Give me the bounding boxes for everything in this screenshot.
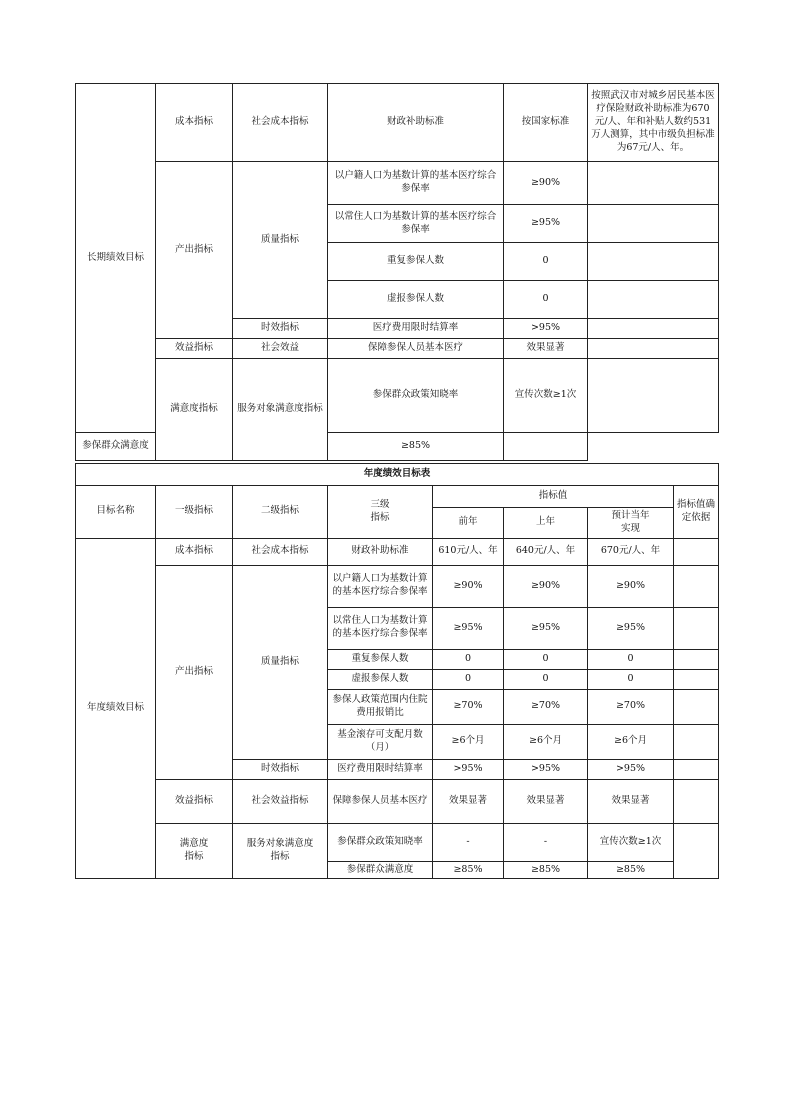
level3-cell: 参保群众政策知晓率 [328, 359, 504, 433]
level1-cell: 产出指标 [156, 162, 233, 339]
value-cell: 0 [504, 243, 588, 281]
level2-cell: 质量指标 [233, 162, 328, 319]
basis-cell [674, 649, 719, 669]
level2-cell: 时效指标 [233, 759, 328, 779]
level3-cell: 医疗费用限时结算率 [328, 319, 504, 339]
basis-cell [674, 759, 719, 779]
basis-cell [674, 565, 719, 607]
table-row [76, 779, 719, 823]
value-prev1: >95% [504, 759, 588, 779]
header-level3: 三级 指标 [328, 486, 433, 539]
level3-cell: 以户籍人口为基数计算的基本医疗综合参保率 [328, 162, 504, 205]
basis-cell [674, 538, 719, 565]
level2-cell: 质量指标 [233, 565, 328, 759]
value-prev2: 0 [433, 649, 504, 669]
basis-cell [674, 669, 719, 689]
header-level2: 二级指标 [233, 486, 328, 539]
value-current: 效果显著 [588, 779, 674, 823]
table-row [76, 339, 719, 359]
level3-cell: 虚报参保人数 [328, 281, 504, 319]
level3-cell: 财政补助标准 [328, 538, 433, 565]
basis-cell [588, 339, 719, 359]
value-prev2: - [433, 823, 504, 861]
value-current: >95% [588, 759, 674, 779]
level1-cell: 成本指标 [156, 538, 233, 565]
level2-cell: 服务对象满意度 指标 [233, 823, 328, 879]
value-current: 宣传次数≥1次 [588, 823, 674, 861]
level3-cell: 以常住人口为基数计算的基本医疗综合参保率 [328, 205, 504, 243]
value-prev2: 610元/人、年 [433, 538, 504, 565]
header-current: 预计当年 实现 [588, 508, 674, 539]
value-prev2: ≥85% [433, 861, 504, 879]
value-cell: ≥85% [328, 433, 504, 461]
basis-cell [588, 205, 719, 243]
level3-cell: 参保群众满意度 [76, 433, 156, 461]
value-current: 0 [588, 669, 674, 689]
level3-cell: 医疗费用限时结算率 [328, 759, 433, 779]
value-current: 670元/人、年 [588, 538, 674, 565]
table-row [76, 84, 719, 162]
value-cell: 0 [504, 281, 588, 319]
basis-cell [674, 689, 719, 724]
value-cell: ≥95% [504, 205, 588, 243]
level2-cell: 时效指标 [233, 319, 328, 339]
value-current: ≥85% [588, 861, 674, 879]
level1-cell: 成本指标 [156, 84, 233, 162]
value-prev1: 640元/人、年 [504, 538, 588, 565]
table-row [76, 359, 719, 433]
value-current: ≥95% [588, 607, 674, 649]
basis-cell: 按照武汉市对城乡居民基本医疗保险财政补助标准为670元/人、年和补贴人数约531万人测算，其中市级负担标准为67元/人、年。 [588, 84, 719, 162]
basis-cell [588, 281, 719, 319]
category-cell: 年度绩效目标 [76, 538, 156, 879]
table-row [76, 538, 719, 565]
level3-cell: 财政补助标准 [328, 84, 504, 162]
level3-cell: 参保群众政策知晓率 [328, 823, 433, 861]
header-prev1: 上年 [504, 508, 588, 539]
basis-cell [588, 359, 719, 433]
basis-cell [588, 319, 719, 339]
longterm-goal-table [75, 83, 719, 461]
value-cell: 效果显著 [504, 339, 588, 359]
section-title: 年度绩效目标表 [76, 464, 719, 486]
level1-cell: 满意度 指标 [156, 823, 233, 879]
level3-cell: 重复参保人数 [328, 243, 504, 281]
value-cell: 宣传次数≥1次 [504, 359, 588, 433]
level2-cell: 社会效益 [233, 339, 328, 359]
value-prev1: ≥95% [504, 607, 588, 649]
value-prev1: 0 [504, 669, 588, 689]
table-row [76, 162, 719, 205]
level3-cell: 重复参保人数 [328, 649, 433, 669]
basis-cell [674, 779, 719, 823]
level3-cell: 保障参保人员基本医疗 [328, 339, 504, 359]
value-current: 0 [588, 649, 674, 669]
value-prev1: ≥85% [504, 861, 588, 879]
value-prev2: 效果显著 [433, 779, 504, 823]
value-current: ≥6个月 [588, 724, 674, 759]
table-row [76, 464, 719, 486]
level3-cell: 以常住人口为基数计算的基本医疗综合参保率 [328, 607, 433, 649]
table-row [76, 823, 719, 861]
level1-cell: 满意度指标 [156, 359, 233, 461]
value-cell: >95% [504, 319, 588, 339]
value-prev2: ≥95% [433, 607, 504, 649]
level3-cell: 基金滚存可支配月数（月） [328, 724, 433, 759]
level3-cell: 虚报参保人数 [328, 669, 433, 689]
level2-cell: 社会效益指标 [233, 779, 328, 823]
level3-cell: 参保人政策范围内住院费用报销比 [328, 689, 433, 724]
value-prev1: ≥6个月 [504, 724, 588, 759]
value-prev1: 0 [504, 649, 588, 669]
header-value: 指标值 [433, 486, 674, 508]
level1-cell: 产出指标 [156, 565, 233, 779]
basis-cell [674, 823, 719, 879]
value-prev2: ≥6个月 [433, 724, 504, 759]
value-prev1: ≥90% [504, 565, 588, 607]
level2-cell: 社会成本指标 [233, 84, 328, 162]
value-prev1: - [504, 823, 588, 861]
level3-cell: 以户籍人口为基数计算的基本医疗综合参保率 [328, 565, 433, 607]
level2-cell: 服务对象满意度指标 [233, 359, 328, 461]
value-prev2: >95% [433, 759, 504, 779]
value-prev2: ≥90% [433, 565, 504, 607]
table-row [76, 565, 719, 607]
value-current: ≥70% [588, 689, 674, 724]
header-basis: 指标值确定依据 [674, 486, 719, 539]
header-prev2: 前年 [433, 508, 504, 539]
value-cell: 按国家标准 [504, 84, 588, 162]
value-prev2: ≥70% [433, 689, 504, 724]
category-cell: 长期绩效目标 [76, 84, 156, 433]
level1-cell: 效益指标 [156, 779, 233, 823]
value-prev2: 0 [433, 669, 504, 689]
header-name: 目标名称 [76, 486, 156, 539]
value-cell: ≥90% [504, 162, 588, 205]
value-current: ≥90% [588, 565, 674, 607]
level3-cell: 保障参保人员基本医疗 [328, 779, 433, 823]
basis-cell [588, 162, 719, 205]
level1-cell: 效益指标 [156, 339, 233, 359]
basis-cell [504, 433, 588, 461]
level2-cell: 社会成本指标 [233, 538, 328, 565]
basis-cell [674, 724, 719, 759]
value-prev1: ≥70% [504, 689, 588, 724]
level3-cell: 参保群众满意度 [328, 861, 433, 879]
basis-cell [674, 607, 719, 649]
annual-goal-table [75, 463, 719, 879]
basis-cell [588, 243, 719, 281]
header-level1: 一级指标 [156, 486, 233, 539]
value-prev1: 效果显著 [504, 779, 588, 823]
table-header-row [76, 486, 719, 508]
